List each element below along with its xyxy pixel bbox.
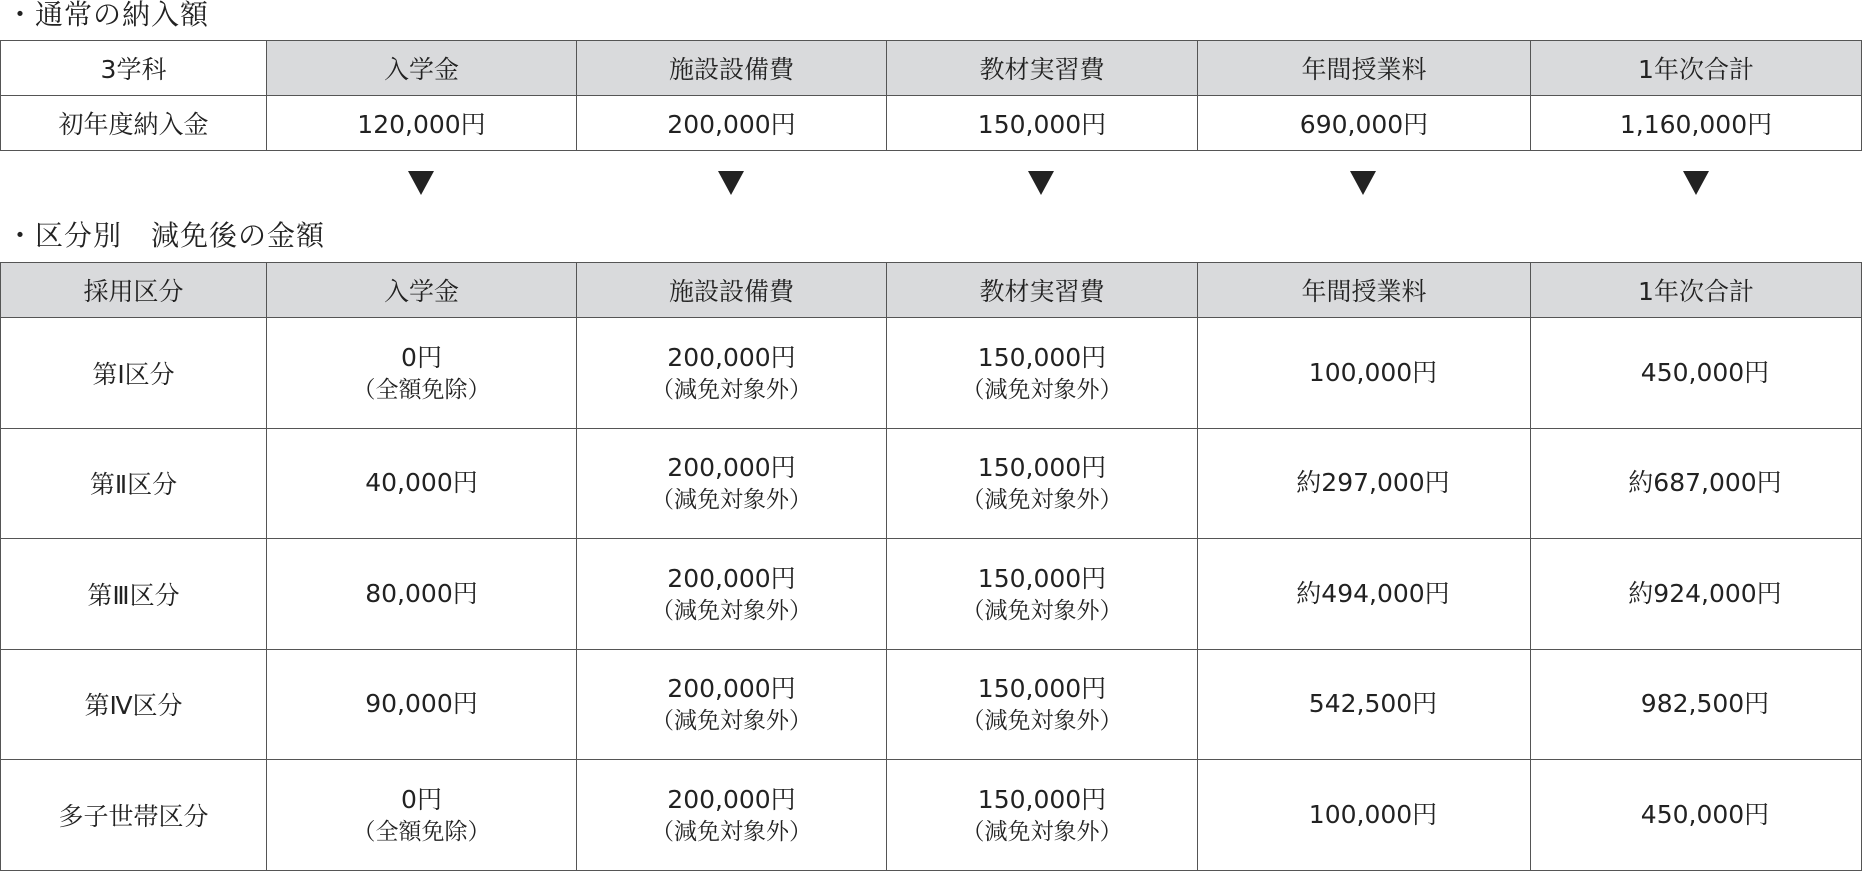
cell-tuition xyxy=(1198,649,1531,760)
cell-total xyxy=(1531,539,1862,650)
table-row-category-1 xyxy=(1,318,1862,429)
header-cell-materials: 教材実習費 xyxy=(887,263,1198,318)
amount: 982,500円 xyxy=(1640,689,1770,719)
note: （減免対象外） xyxy=(651,818,812,845)
header-cell-category: 採用区分 xyxy=(1,263,267,318)
note: （全額免除） xyxy=(352,818,491,845)
row-label-category: 第Ⅳ区分 xyxy=(1,649,267,760)
amount: 0円 xyxy=(401,784,442,814)
cell-facility xyxy=(577,318,887,429)
note: （減免対象外） xyxy=(961,818,1123,845)
row-label-category: 第Ⅰ区分 xyxy=(1,318,267,429)
header-cell-first-year-total: 1年次合計 xyxy=(1531,41,1862,96)
section-title-reduced-fees: ・区分別 減免後の金額 xyxy=(6,219,326,252)
amount: 200,000円 xyxy=(667,563,796,593)
amount: 542,500円 xyxy=(1308,689,1438,719)
cell-admission xyxy=(267,649,577,760)
cell-tuition xyxy=(1198,539,1531,650)
table-header-row xyxy=(1,263,1862,318)
amount: 150,000円 xyxy=(977,342,1107,372)
table-row xyxy=(1,96,1862,151)
amount: 100,000円 xyxy=(1308,357,1438,387)
note: （減免対象外） xyxy=(651,487,812,514)
amount: 200,000円 xyxy=(667,342,796,372)
amount: 150,000円 xyxy=(977,674,1107,704)
table-row-category-4 xyxy=(1,649,1862,760)
note: （減免対象外） xyxy=(651,708,812,735)
amount: 100,000円 xyxy=(1308,799,1438,829)
cell-total xyxy=(1531,649,1862,760)
row-label-category: 第Ⅱ区分 xyxy=(1,428,267,539)
amount: 80,000円 xyxy=(365,578,478,608)
reduced-fees-table xyxy=(0,262,1862,871)
table-header-row xyxy=(1,41,1862,96)
row-label-first-year: 初年度納入金 xyxy=(1,96,267,151)
amount: 450,000円 xyxy=(1640,799,1770,829)
header-cell-facility: 施設設備費 xyxy=(577,41,887,96)
amount: 200,000円 xyxy=(667,453,796,483)
header-cell-materials: 教材実習費 xyxy=(887,41,1198,96)
amount: 約924,000円 xyxy=(1628,578,1782,608)
cell-materials xyxy=(887,428,1198,539)
down-arrow-icon xyxy=(718,171,744,195)
note: （減免対象外） xyxy=(651,376,812,403)
cell-tuition xyxy=(1198,760,1531,871)
cell-admission xyxy=(267,760,577,871)
cell-total xyxy=(1531,760,1862,871)
down-arrow-icon xyxy=(1683,171,1709,195)
amount: 約297,000円 xyxy=(1296,468,1450,498)
cell-facility xyxy=(577,760,887,871)
note: （減免対象外） xyxy=(961,487,1123,514)
amount: 90,000円 xyxy=(365,689,478,719)
header-cell-first-year-total: 1年次合計 xyxy=(1531,263,1862,318)
note: （減免対象外） xyxy=(651,597,812,624)
cell-tuition xyxy=(1198,428,1531,539)
down-arrow-icon xyxy=(1028,171,1054,195)
cell-facility xyxy=(577,428,887,539)
amount: 150,000円 xyxy=(977,453,1107,483)
down-arrow-icon xyxy=(1350,171,1376,195)
normal-fees-table xyxy=(0,40,1862,151)
note: （減免対象外） xyxy=(961,708,1123,735)
cell-materials xyxy=(887,318,1198,429)
cell-facility xyxy=(577,539,887,650)
row-label-category: 第Ⅲ区分 xyxy=(1,539,267,650)
section-title-normal-fees: ・通常の納入額 xyxy=(6,0,210,31)
cell-tuition: 690,000円 xyxy=(1198,96,1531,151)
cell-materials xyxy=(887,649,1198,760)
table-row-category-3 xyxy=(1,539,1862,650)
header-cell-admission: 入学金 xyxy=(267,263,577,318)
cell-tuition xyxy=(1198,318,1531,429)
cell-total xyxy=(1531,318,1862,429)
cell-admission xyxy=(267,539,577,650)
cell-materials: 150,000円 xyxy=(887,96,1198,151)
cell-admission xyxy=(267,428,577,539)
amount: 0円 xyxy=(401,342,442,372)
cell-total xyxy=(1531,428,1862,539)
header-cell-facility: 施設設備費 xyxy=(577,263,887,318)
amount: 450,000円 xyxy=(1640,357,1770,387)
header-cell-tuition: 年間授業料 xyxy=(1198,263,1531,318)
amount: 200,000円 xyxy=(667,674,796,704)
note: （減免対象外） xyxy=(961,376,1123,403)
header-cell-departments: 3学科 xyxy=(1,41,267,96)
row-label-category: 多子世帯区分 xyxy=(1,760,267,871)
cell-facility xyxy=(577,649,887,760)
table-row-category-2 xyxy=(1,428,1862,539)
cell-admission: 120,000円 xyxy=(267,96,577,151)
amount: 150,000円 xyxy=(977,563,1107,593)
amount: 40,000円 xyxy=(365,468,478,498)
cell-facility: 200,000円 xyxy=(577,96,887,151)
header-cell-tuition: 年間授業料 xyxy=(1198,41,1531,96)
cell-materials xyxy=(887,760,1198,871)
amount: 200,000円 xyxy=(667,784,796,814)
cell-total: 1,160,000円 xyxy=(1531,96,1862,151)
down-arrow-icon xyxy=(408,171,434,195)
amount: 150,000円 xyxy=(977,784,1107,814)
amount: 約494,000円 xyxy=(1296,578,1450,608)
header-cell-admission: 入学金 xyxy=(267,41,577,96)
amount: 約687,000円 xyxy=(1628,468,1782,498)
note: （全額免除） xyxy=(352,376,491,403)
cell-materials xyxy=(887,539,1198,650)
cell-admission xyxy=(267,318,577,429)
table-row-multi-child xyxy=(1,760,1862,871)
note: （減免対象外） xyxy=(961,597,1123,624)
